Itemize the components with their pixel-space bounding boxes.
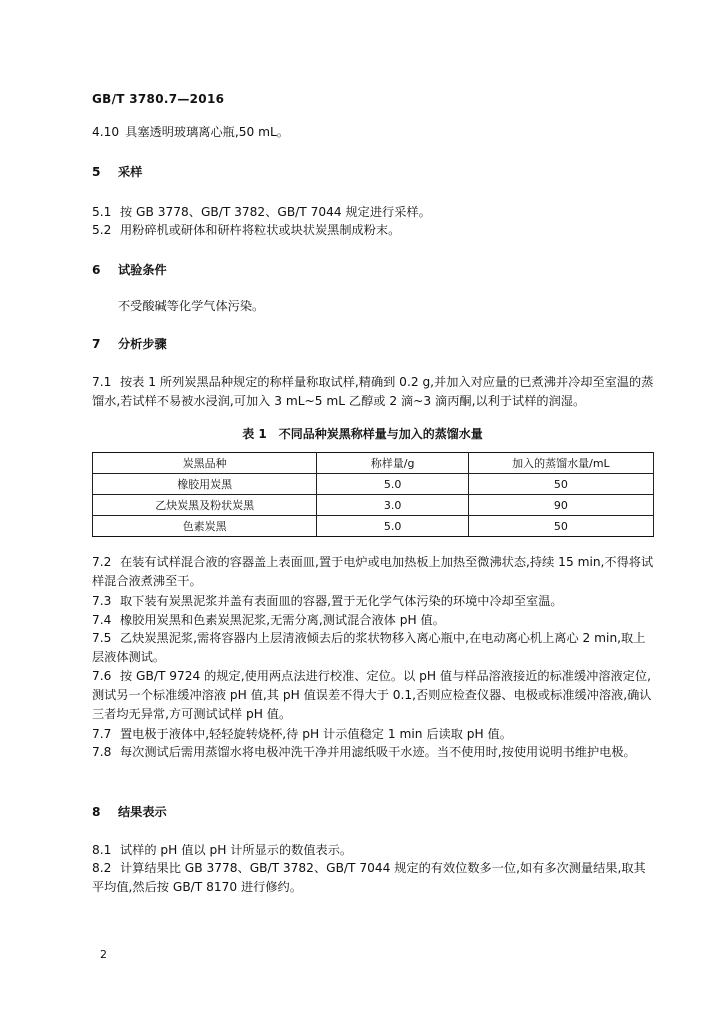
table-header-row bbox=[93, 453, 654, 474]
table-cell: 50 bbox=[468, 516, 653, 537]
page-number: 2 bbox=[100, 948, 107, 961]
clause-number: 4.10 bbox=[92, 125, 120, 139]
clause-5-1 bbox=[92, 202, 431, 222]
table-cell: 5.0 bbox=[317, 474, 468, 495]
clause-number: 7.3 bbox=[92, 594, 112, 608]
section-6-body: 不受酸碱等化学气体污染。 bbox=[118, 299, 265, 313]
clause-7-8 bbox=[92, 743, 654, 762]
clause-7-1 bbox=[92, 373, 654, 411]
clause-number: 7.7 bbox=[92, 727, 112, 741]
section-6-heading bbox=[92, 260, 167, 280]
clause-5-2 bbox=[92, 220, 400, 240]
section-number: 8 bbox=[92, 805, 101, 819]
clause-7-3 bbox=[92, 591, 563, 611]
clause-text: 乙炔炭黑泥浆,需将容器内上层清液倾去后的浆状物移入离心瓶中,在电动离心机上离心 2 min,取上层液体测试。 bbox=[92, 631, 646, 664]
clause-7-2 bbox=[92, 553, 654, 591]
clause-7-4 bbox=[92, 610, 445, 630]
clause-text: 每次测试后需用蒸馏水将电极冲洗干净并用滤纸吸干水迹。当不使用时,按使用说明书维护电极。 bbox=[120, 745, 636, 759]
table-cell: 50 bbox=[468, 474, 653, 495]
clause-text: 具塞透明玻璃离心瓶,50 mL。 bbox=[125, 125, 289, 139]
section-number: 6 bbox=[92, 263, 101, 277]
table-row bbox=[93, 516, 654, 537]
clause-text: 试样的 pH 值以 pH 计所显示的数值表示。 bbox=[120, 843, 353, 857]
section-5-heading bbox=[92, 162, 142, 182]
clause-number: 5.2 bbox=[92, 223, 112, 237]
table-cell: 90 bbox=[468, 495, 653, 516]
standard-number: GB/T 3780.7—2016 bbox=[92, 92, 225, 106]
clause-7-6 bbox=[92, 667, 654, 724]
clause-number: 5.1 bbox=[92, 205, 112, 219]
clause-text: 橡胶用炭黑和色素炭黑泥浆,无需分离,测试混合液体 pH 值。 bbox=[120, 613, 445, 627]
table-cell: 橡胶用炭黑 bbox=[93, 474, 317, 495]
clause-number: 8.1 bbox=[92, 843, 112, 857]
table-1-title: 表 1 不同品种炭黑称样量与加入的蒸馏水量 bbox=[242, 427, 483, 441]
clause-number: 8.2 bbox=[92, 861, 112, 875]
table-cell: 5.0 bbox=[317, 516, 468, 537]
table-row bbox=[93, 474, 654, 495]
section-title: 结果表示 bbox=[118, 805, 167, 819]
table-header-cell: 加入的蒸馏水量/mL bbox=[468, 453, 653, 474]
clause-number: 7.6 bbox=[92, 669, 112, 683]
section-7-heading bbox=[92, 334, 167, 354]
section-title: 试验条件 bbox=[118, 263, 167, 277]
clause-number: 7.8 bbox=[92, 745, 112, 759]
clause-text: 按 GB/T 9724 的规定,使用两点法进行校准、定位。以 pH 值与样品溶液接近的标准缓冲溶液定位,测试另一个标准缓冲溶液 pH 值,其 pH 值误差不得大于 0.1,否则应检查仪器、电极或标准缓冲溶液,确认三者均无异常,方可测试试样 pH 值。 bbox=[92, 669, 652, 721]
table-1 bbox=[92, 452, 654, 537]
section-8-heading bbox=[92, 802, 167, 822]
table-header-cell: 炭黑品种 bbox=[93, 453, 317, 474]
clause-7-5 bbox=[92, 629, 654, 667]
clause-text: 置电极于液体中,轻轻旋转烧杯,待 pH 计示值稳定 1 min 后读取 pH 值。 bbox=[120, 727, 512, 741]
clause-text: 在装有试样混合液的容器盖上表面皿,置于电炉或电加热板上加热至微沸状态,持续 15 min,不得将试样混合液煮沸至干。 bbox=[92, 555, 654, 588]
clause-4-10 bbox=[92, 122, 289, 142]
clause-number: 7.5 bbox=[92, 631, 112, 645]
table-cell: 3.0 bbox=[317, 495, 468, 516]
table-cell: 乙炔炭黑及粉状炭黑 bbox=[93, 495, 317, 516]
clause-text: 计算结果比 GB 3778、GB/T 3782、GB/T 7044 规定的有效位数多一位,如有多次测量结果,取其平均值,然后按 GB/T 8170 进行修约。 bbox=[92, 861, 646, 894]
section-title: 采样 bbox=[118, 165, 143, 179]
table-row bbox=[93, 495, 654, 516]
section-number: 7 bbox=[92, 337, 101, 351]
section-title: 分析步骤 bbox=[118, 337, 167, 351]
clause-number: 7.2 bbox=[92, 555, 112, 569]
table-header-cell: 称样量/g bbox=[317, 453, 468, 474]
clause-number: 7.1 bbox=[92, 375, 112, 389]
clause-8-1 bbox=[92, 840, 352, 860]
clause-text: 用粉碎机或研体和研杵将粒状或块状炭黑制成粉末。 bbox=[120, 223, 401, 237]
clause-number: 7.4 bbox=[92, 613, 112, 627]
section-number: 5 bbox=[92, 165, 101, 179]
clause-text: 按 GB 3778、GB/T 3782、GB/T 7044 规定进行采样。 bbox=[120, 205, 431, 219]
clause-text: 取下装有炭黑泥浆并盖有表面皿的容器,置于无化学气体污染的环境中冷却至室温。 bbox=[120, 594, 563, 608]
table-cell: 色素炭黑 bbox=[93, 516, 317, 537]
clause-7-7 bbox=[92, 724, 512, 744]
clause-text: 按表 1 所列炭黑品种规定的称样量称取试样,精确到 0.2 g,并加入对应量的已煮沸并冷却至室温的蒸馏水,若试样不易被水浸润,可加入 3 mL~5 mL 乙醇或 2 滴~3 滴丙酮,以利于试样的润湿。 bbox=[92, 375, 654, 408]
clause-8-2 bbox=[92, 859, 654, 897]
